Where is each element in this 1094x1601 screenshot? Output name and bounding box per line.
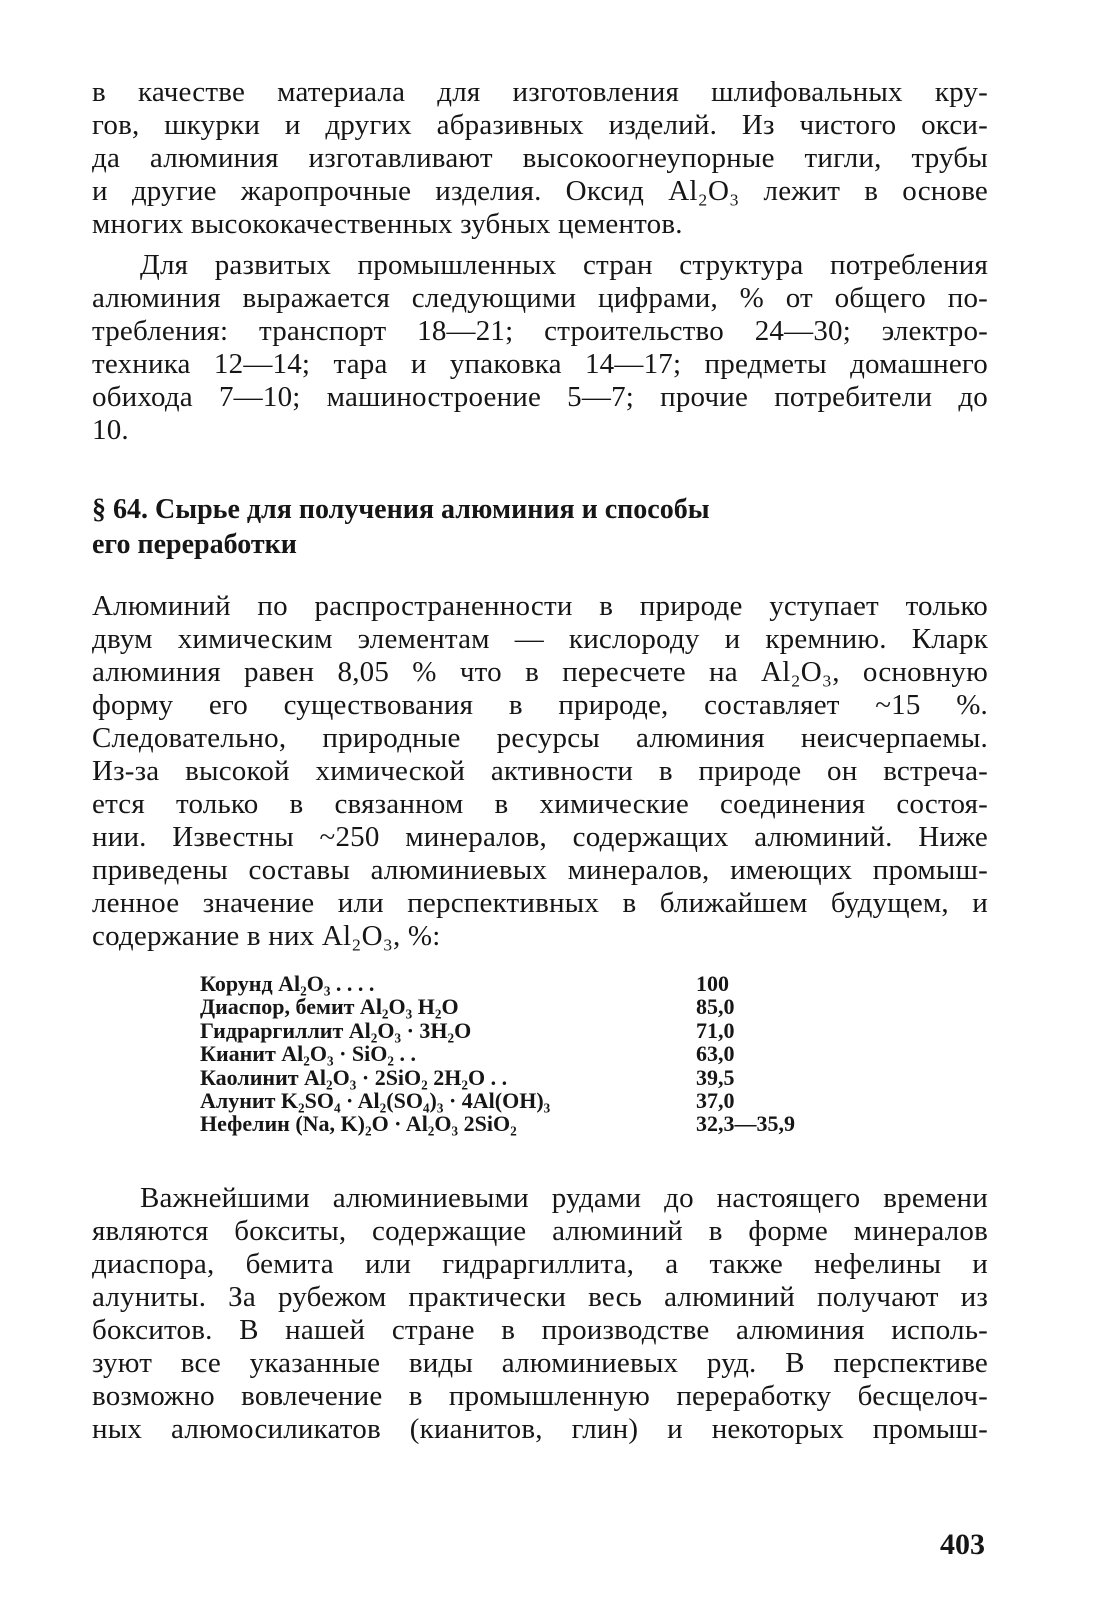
text-line: гов, шкурки и других абразивных изделий. Из чистого окси- (92, 109, 988, 141)
mineral-name: Гидраргиллит Al₂O₃ · 3H₂O (200, 1017, 472, 1043)
text-line: ется только в связанном в химические соединения состоя- (92, 788, 988, 820)
paragraph-3 (92, 590, 988, 953)
mineral-al2o3-content: 39,5 (696, 1064, 735, 1090)
mineral-row (200, 1112, 820, 1135)
text-line: бокситов. В нашей стране в производстве алюминия исполь- (92, 1314, 988, 1346)
mineral-row (200, 1042, 820, 1065)
mineral-row (200, 1066, 820, 1089)
mineral-row (200, 995, 820, 1018)
text-line: двум химическим элементам — кислороду и кремнию. Кларк (92, 623, 988, 655)
text-line: Важнейшими алюминиевыми рудами до настоящего времени (140, 1182, 988, 1214)
mineral-name: Корунд Al₂O₃ . . . . (200, 971, 375, 996)
text-line: диаспора, бемита или гидраргиллита, а также нефелины и (92, 1248, 988, 1280)
mineral-name: Нефелин (Na, K)₂O · Al₂O₃ 2SiO₂ (200, 1111, 517, 1137)
mineral-al2o3-content: 32,3—35,9 (696, 1111, 795, 1137)
mineral-al2o3-content: 63,0 (696, 1041, 735, 1067)
text-line: ленное значение или перспективных в ближайшем будущем, и (92, 887, 988, 919)
text-line: нии. Известны ~250 минералов, содержащих алюминий. Ниже (92, 821, 988, 853)
text-line: техника 12—14; тара и упаковка 14—17; предметы домашнего (92, 348, 988, 380)
text-line: да алюминия изготавливают высокоогнеупорные тигли, трубы (92, 142, 988, 174)
mineral-row (200, 972, 820, 995)
text-line: алюминия выражается следующими цифрами, % от общего по- (92, 282, 988, 314)
section-heading (92, 492, 852, 562)
mineral-row (200, 1019, 820, 1042)
mineral-al2o3-content: 71,0 (696, 1017, 735, 1043)
text-line: в качестве материала для изготовления шлифовальных кру- (92, 76, 988, 108)
mineral-al2o3-content: 37,0 (696, 1088, 735, 1114)
text-line: Для развитых промышленных стран структура потребления (140, 249, 988, 281)
paragraph-2 (92, 249, 988, 447)
text-line: приведены составы алюминиевых минералов, имеющих промыш- (92, 854, 988, 886)
text-line: 10. (92, 414, 129, 446)
paragraph-4 (92, 1182, 988, 1446)
page-body (92, 68, 988, 447)
text-line: Из-за высокой химической активности в природе он встреча- (92, 755, 988, 787)
text-line: форму его существования в природе, составляет ~15 %. (92, 689, 988, 721)
mineral-al2o3-content: 100 (696, 971, 729, 996)
mineral-name: Алунит K₂SO₄ · Al₂(SO₄)₃ · 4Al(OH)₃ (200, 1088, 551, 1114)
minerals-list (200, 972, 820, 1136)
text-line: Алюминий по распространенности в природе уступает только (92, 590, 988, 622)
paragraph-1 (92, 76, 988, 241)
text-line: требления: транспорт 18—21; строительство 24—30; электро- (92, 315, 988, 347)
mineral-name: Каолинит Al₂O₃ · 2SiO₂ 2H₂O . . (200, 1064, 508, 1090)
page-number: 403 (940, 1528, 985, 1561)
text-line: и другие жаропрочные изделия. Оксид Al₂O₃ лежит в основе (92, 175, 988, 207)
text-line: многих высококачественных зубных цементов. (92, 208, 683, 240)
mineral-al2o3-content: 85,0 (696, 994, 735, 1020)
text-line: содержание в них Al₂O₃, %: (92, 920, 441, 952)
mineral-row (200, 1089, 820, 1112)
section-heading-line-1: § 64. Сырье для получения алюминия и способы (92, 494, 710, 525)
text-line: алуниты. За рубежом практически весь алюминий получают из (92, 1281, 988, 1313)
text-line: алюминия равен 8,05 % что в пересчете на Al₂O₃, основную (92, 656, 988, 688)
text-line: ных алюмосиликатов (кианитов, глин) и некоторых промыш- (92, 1413, 988, 1445)
text-line: Следовательно, природные ресурсы алюминия неисчерпаемы. (92, 722, 988, 754)
mineral-name: Кианит Al₂O₃ · SiO₂ . . (200, 1041, 416, 1067)
mineral-name: Диаспор, бемит Al₂O₃ H₂O (200, 994, 459, 1020)
text-line: возможно вовлечение в промышленную переработку бесщелоч- (92, 1380, 988, 1412)
text-line: зуют все указанные виды алюминиевых руд. В перспективе (92, 1347, 988, 1379)
section-heading-line-2: его переработки (92, 529, 297, 560)
text-line: являются бокситы, содержащие алюминий в форме минералов (92, 1215, 988, 1247)
text-line: обихода 7—10; машиностроение 5—7; прочие потребители до (92, 381, 988, 413)
